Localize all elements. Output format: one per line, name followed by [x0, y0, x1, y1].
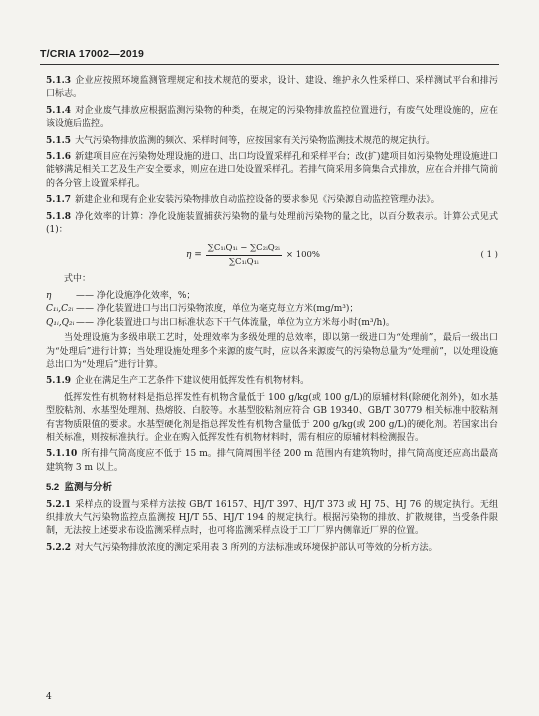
clause-text: 企业应按照环境监测管理规定和技术规范的要求，设计、建设、维护永久性采样口、采样测试平台和排污口标志。 — [46, 76, 498, 100]
clause-text: 企业在满足生产工艺条件下建议使用低挥发性有机物材料。 — [75, 376, 310, 387]
page-number: 4 — [46, 692, 52, 702]
clause-5-1-6 — [46, 151, 498, 191]
section-heading-5-2 — [46, 481, 498, 494]
definition-symbol: Q₁ᵢ,Q₂ᵢ — [46, 317, 75, 328]
clause-text: 净化效率的计算：净化设施装置捕获污染物的量与处理前污染物的量之比，以百分数表示。计算公式见式(1)： — [46, 211, 498, 236]
clause-number: 5.1.9 — [46, 376, 72, 387]
efficiency-formula — [46, 241, 498, 269]
clause-text: 对大气污染物排放浓度的测定采用表 3 所列的方法标准或环境保护部认可等效的分析方法。 — [75, 542, 438, 553]
clause-text: 对企业废气排放应根据监测污染物的种类，在规定的污染物排放监控位置进行，有废气处理设施的，应在该设施后监控。 — [46, 105, 498, 130]
clause-number: 5.1.10 — [46, 449, 78, 460]
symbol-definitions — [46, 290, 498, 330]
where-label: 式中： — [64, 274, 92, 285]
clause-number: 5.1.3 — [46, 76, 72, 86]
clause-text: 新建企业和现有企业安装污染物排放自动监控设备的要求参见《污染源自动监控管理办法》。 — [75, 195, 440, 206]
clause-text: 新建项目应在污染物处理设施的进口、出口均设置采样孔和采样平台；改(扩)建项目如污染物处理设施进口能够满足相关工艺及生产安全要求，则应在进口处设置采样孔。若排气筒采用多筒集合式排放，应在合并排气筒前的各分管上设置采样孔。 — [46, 152, 498, 189]
clause-5-1-10 — [46, 448, 498, 475]
clause-number: 5.1.6 — [46, 152, 72, 163]
clause-number: 5.1.7 — [46, 195, 72, 206]
clause-5-1-9 — [46, 375, 498, 388]
clause-text: 大气污染物排放监测的频次、采样时间等，应按国家有关污染物监测技术规范的规定执行。 — [75, 135, 436, 146]
definition-symbol: C₁ᵢ,C₂ᵢ — [46, 304, 74, 315]
clause-5-1-7 — [46, 194, 498, 207]
clause-number: 5.2.2 — [46, 542, 72, 553]
definition-text: —— 净化设施净化效率，%； — [76, 290, 196, 301]
clause-5-1-3 — [46, 75, 498, 102]
formula-denominator: ∑C₁ᵢQ₁ᵢ — [228, 256, 259, 267]
clause-5-2-2 — [46, 542, 498, 555]
clause-number: 5.1.8 — [46, 211, 72, 222]
definition-symbol: η — [46, 290, 52, 301]
standard-code: T/CRIA 17002—2019 — [40, 48, 144, 60]
clause-text: 所有排气筒高度应不低于 15 m。排气筒周围半径 200 m 范围内有建筑物时，排气筒高度还应高出最高建筑物 3 m 以上。 — [46, 449, 498, 473]
clause-5-1-8 — [46, 211, 498, 238]
clause-5-1-5 — [46, 135, 498, 148]
clause-number: 5.2.1 — [46, 499, 72, 510]
clause-text: 采样点的设置与采样方法按 GB/T 16157、HJ/T 397、HJ/T 373 或 HJ 75、HJ 76 的规定执行。无组织排放大气污染物监控点监测按 HJ/T 55、HJ/T 194 的规定执行。根据污染物的排放、扩散规律，当受条件限制，无法按上述要求布设监测采样点时，也可将监测采样点设于工厂厂界内侧靠近厂界的位置。 — [46, 499, 498, 537]
paragraph-multistage: 当处理设施为多级串联工艺时，处理效率为多级处理的总效率，即以第一级进口为“处理前”，最后一级出口为“处理后”进行计算；当处理设施处理多个来源的废气时，应以各来源废气的污染物总量为“处理前”，以处理设施总出口为“处理后”进行计算。 — [46, 333, 498, 370]
definition-row — [46, 303, 498, 316]
definition-row — [46, 290, 498, 303]
definition-text: —— 净化装置进口与出口标准状态下干气体流量，单位为立方米每小时(m³/h)。 — [76, 317, 395, 328]
formula-lhs: η = — [186, 249, 202, 260]
page-body — [46, 75, 498, 558]
clause-5-1-4 — [46, 105, 498, 132]
paragraph-low-voc: 低挥发性有机物材料是指总挥发性有机物含量低于 100 g/kg(或 100 g/L)的原辅材料(除硬化剂外)，如水基型胶粘剂、水基型处理剂、热熔胶、白胶等。水基型胶粘剂应符合 GB 19340、GB/T 30779 相关标准中胶粘剂有害物质限值的要求。水基型硬化剂是指总挥发性有机物含量低于 200 g/kg(或 200 g/L)的硬化剂。若国家出台相关标准，则按标准执行。企业在购入低挥发性有机物材料时，需有相应的原辅材料检测报告。 — [46, 392, 498, 443]
definition-row — [46, 317, 498, 330]
equation-number: ( 1 ) — [480, 249, 498, 260]
section-number: 5.2 — [46, 482, 60, 494]
clause-number: 5.1.5 — [46, 135, 72, 146]
header-rule — [40, 64, 499, 65]
formula-multiplier: × 100% — [285, 249, 320, 260]
formula-numerator: ∑C₁ᵢQ₁ᵢ − ∑C₂ᵢQ₂ᵢ — [206, 242, 282, 256]
formula-fraction — [206, 242, 282, 270]
section-title: 监测与分析 — [64, 482, 113, 494]
clause-5-2-1 — [46, 499, 498, 539]
clause-number: 5.1.4 — [46, 105, 72, 116]
definition-text: —— 净化装置进口与出口污染物浓度，单位为毫克每立方米(mg/m³)； — [76, 304, 359, 315]
